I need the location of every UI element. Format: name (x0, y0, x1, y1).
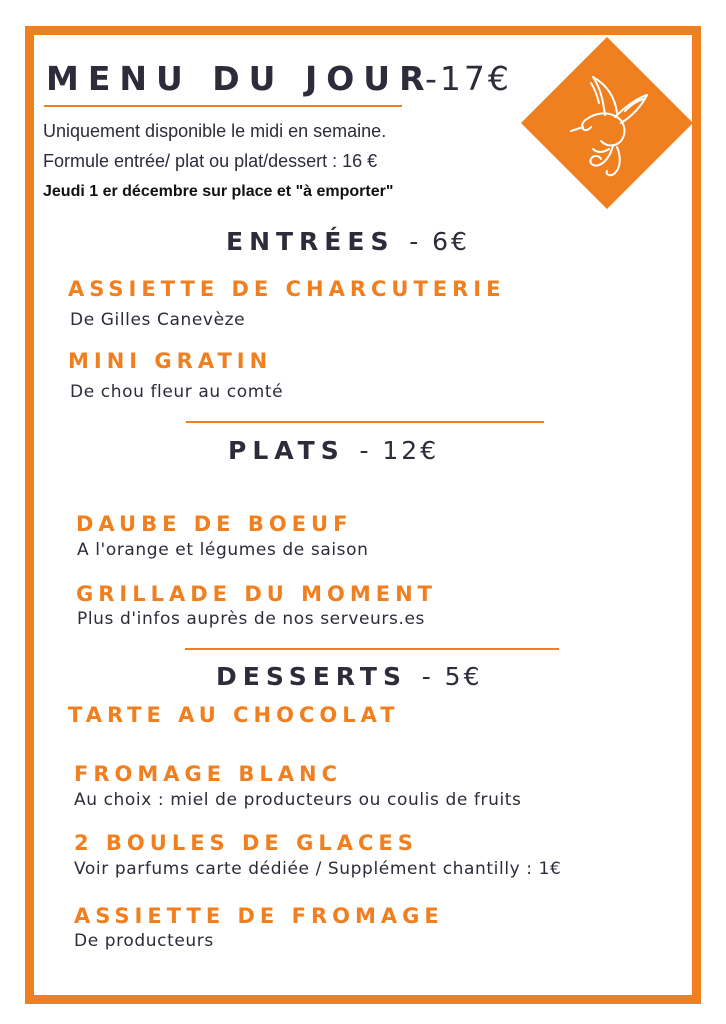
item-assiette-de-fromage: ASSIETTE DE FROMAGE (74, 904, 444, 928)
item-tarte-au-chocolat: TARTE AU CHOCOLAT (68, 703, 400, 727)
section-plats-price: - 12€ (359, 436, 440, 465)
title-underline (44, 105, 402, 107)
intro-date-notice: Jeudi 1 er décembre sur place et "à emporter" (43, 183, 394, 200)
hummingbird-icon (521, 37, 693, 209)
section-title-desserts (216, 662, 482, 691)
divider-entrees-plats (186, 421, 544, 423)
section-title-entrees (226, 227, 470, 256)
item-boules-de-glaces: 2 BOULES DE GLACES (74, 831, 418, 855)
item-daube-de-boeuf: DAUBE DE BOEUF (76, 512, 353, 536)
section-title-plats (228, 436, 439, 465)
item-daube-de-boeuf-desc: A l'orange et légumes de saison (77, 540, 369, 560)
item-grillade-du-moment-desc: Plus d'infos auprès de nos serveurs.es (77, 609, 425, 629)
logo-badge (521, 37, 693, 209)
section-desserts-label: DESSERTS (216, 662, 407, 691)
item-mini-gratin: MINI GRATIN (68, 349, 273, 373)
intro-availability: Uniquement disponible le midi en semaine. (43, 121, 387, 141)
menu-title: MENU DU JOUR (46, 59, 434, 98)
item-assiette-charcuterie-desc: De Gilles Canevèze (70, 310, 246, 330)
item-fromage-blanc-desc: Au choix : miel de producteurs ou coulis de fruits (74, 790, 522, 810)
item-assiette-de-fromage-desc: De producteurs (74, 931, 214, 951)
section-entrees-price: - 6€ (409, 227, 470, 256)
intro-formula: Formule entrée/ plat ou plat/dessert : 16 € (43, 151, 378, 171)
divider-plats-desserts (185, 648, 559, 650)
section-desserts-price: - 5€ (421, 662, 483, 691)
item-fromage-blanc: FROMAGE BLANC (74, 762, 343, 786)
item-grillade-du-moment: GRILLADE DU MOMENT (76, 582, 438, 606)
item-mini-gratin-desc: De chou fleur au comté (70, 382, 284, 402)
section-entrees-label: ENTRÉES (226, 227, 395, 256)
item-assiette-charcuterie: ASSIETTE DE CHARCUTERIE (68, 277, 506, 301)
menu-title-price: -17€ (425, 59, 512, 98)
item-boules-de-glaces-desc: Voir parfums carte dédiée / Supplément chantilly : 1€ (74, 859, 562, 879)
section-plats-label: PLATS (228, 436, 345, 465)
